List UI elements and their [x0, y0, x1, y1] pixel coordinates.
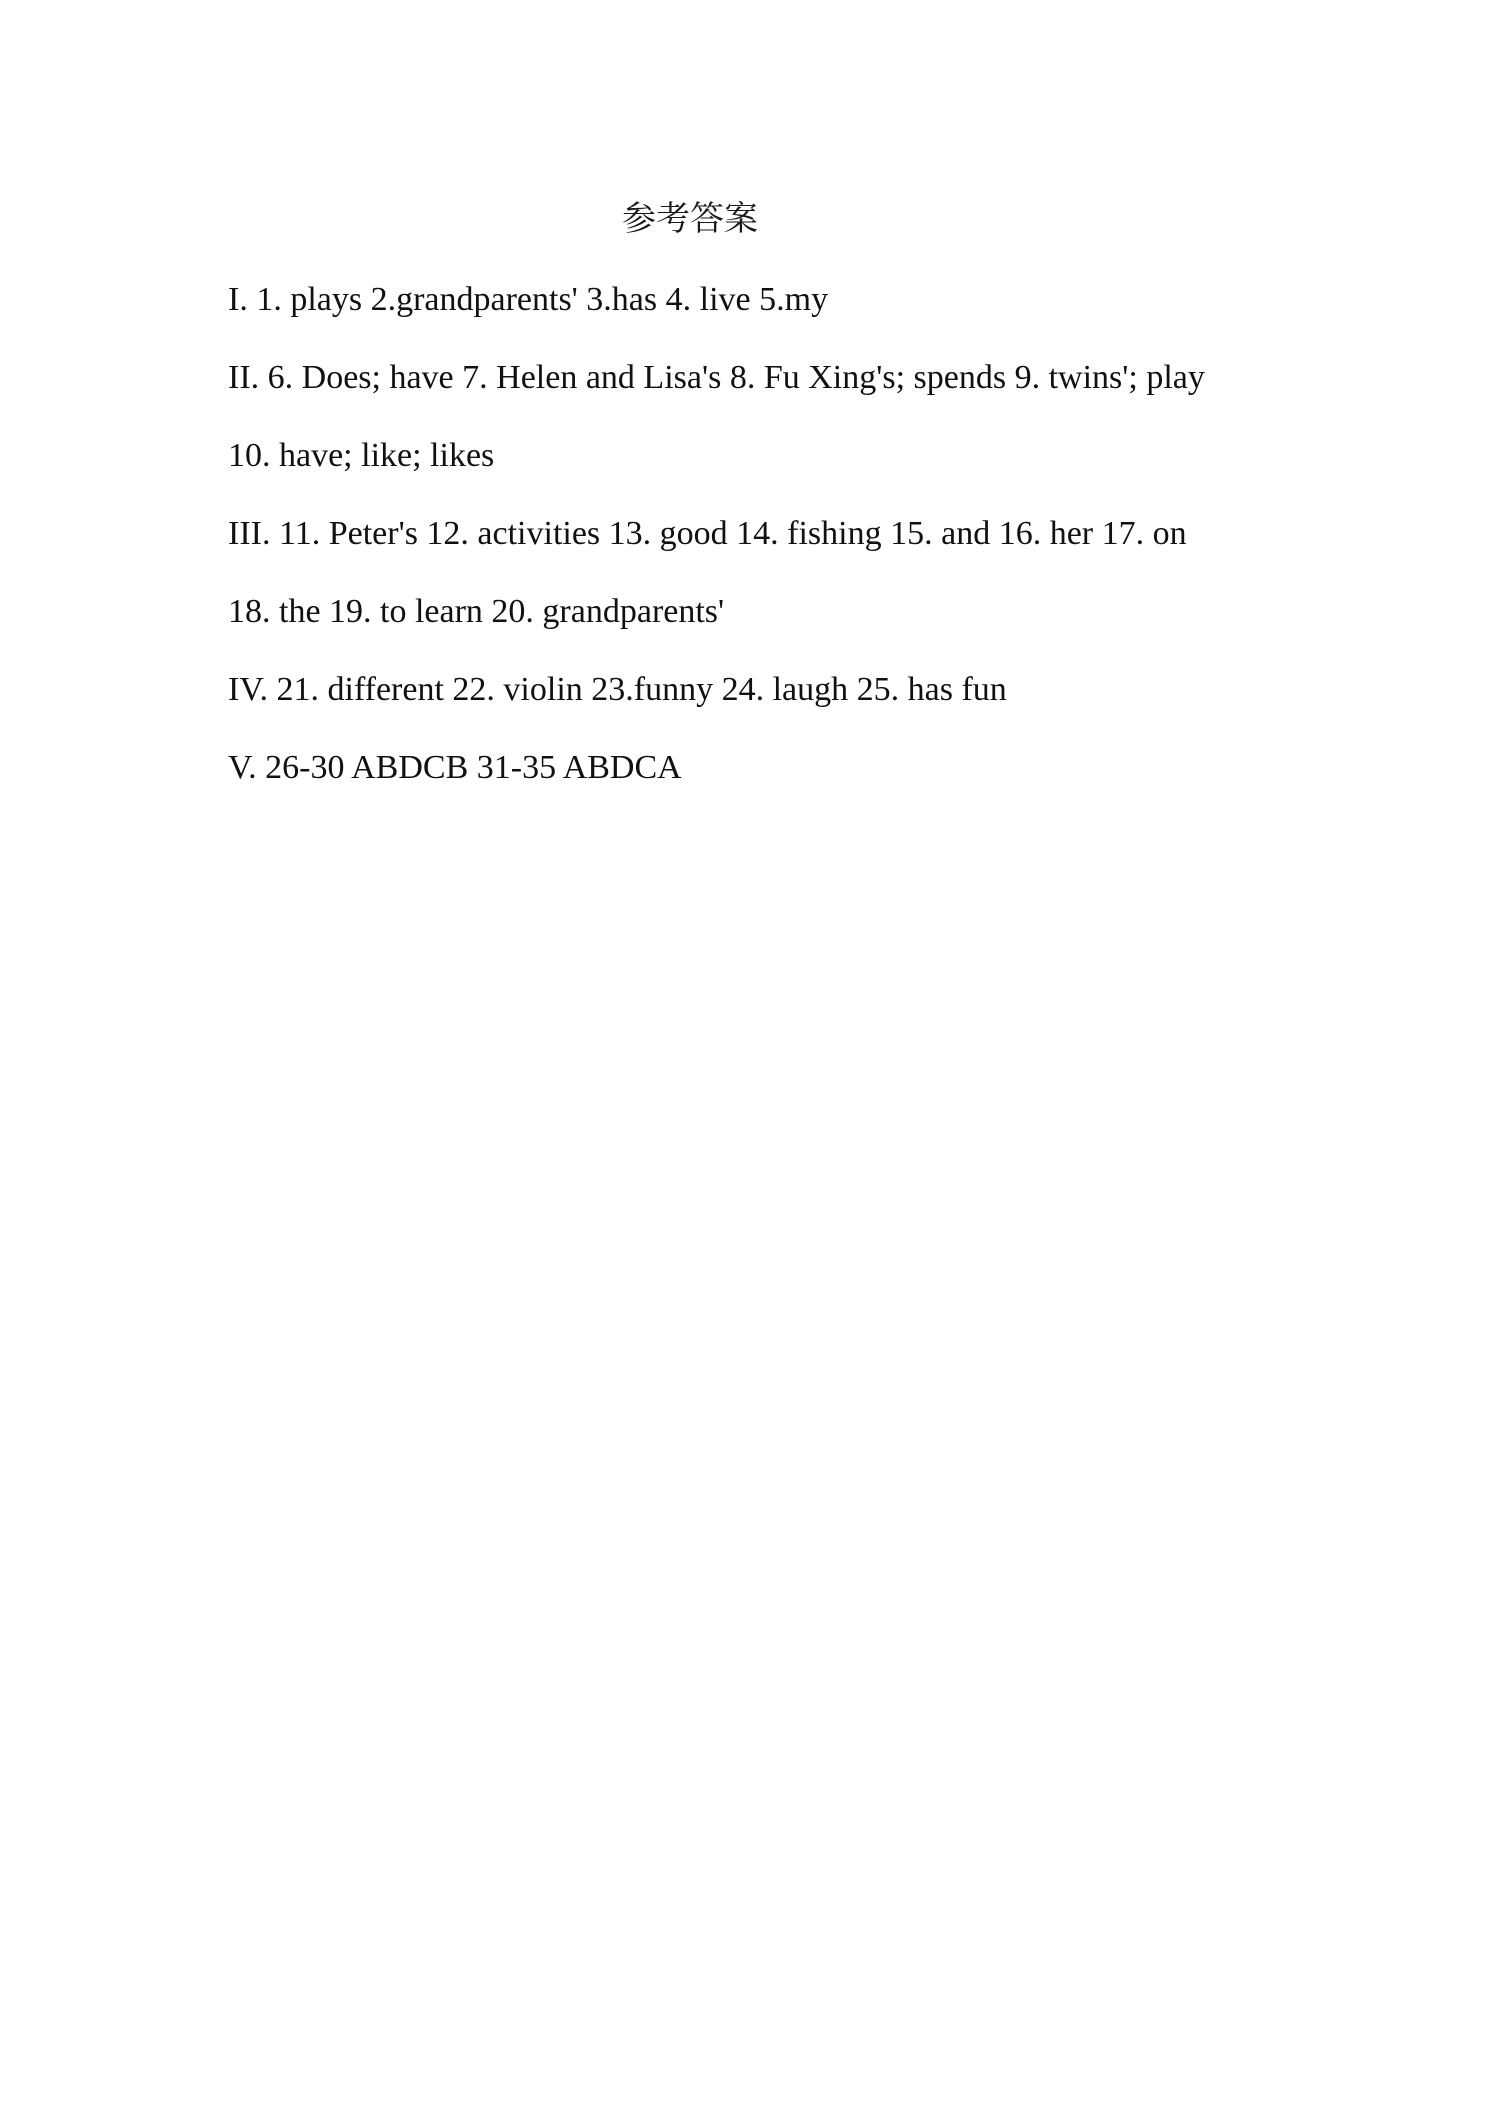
answer-list — [228, 272, 1308, 818]
answer-line-section-5: V. 26-30 ABDCB 31-35 ABDCA — [228, 749, 682, 786]
answer-line-section-1: I. 1. plays 2.grandparents' 3.has 4. live 5.my — [228, 281, 829, 318]
page-title: 参考答案 — [622, 199, 758, 239]
answer-line-section-2: II. 6. Does; have 7. Helen and Lisa's 8. Fu Xing's; spends 9. twins'; play — [228, 359, 1205, 396]
answer-line-section-3: III. 11. Peter's 12. activities 13. good 14. fishing 15. and 16. her 17. on — [228, 515, 1187, 552]
answer-line-section-4: IV. 21. different 22. violin 23.funny 24. laugh 25. has fun — [228, 671, 1007, 708]
answer-line-section-2-continued: 10. have; like; likes — [228, 437, 495, 474]
answer-line-section-3-continued: 18. the 19. to learn 20. grandparents' — [228, 593, 725, 630]
